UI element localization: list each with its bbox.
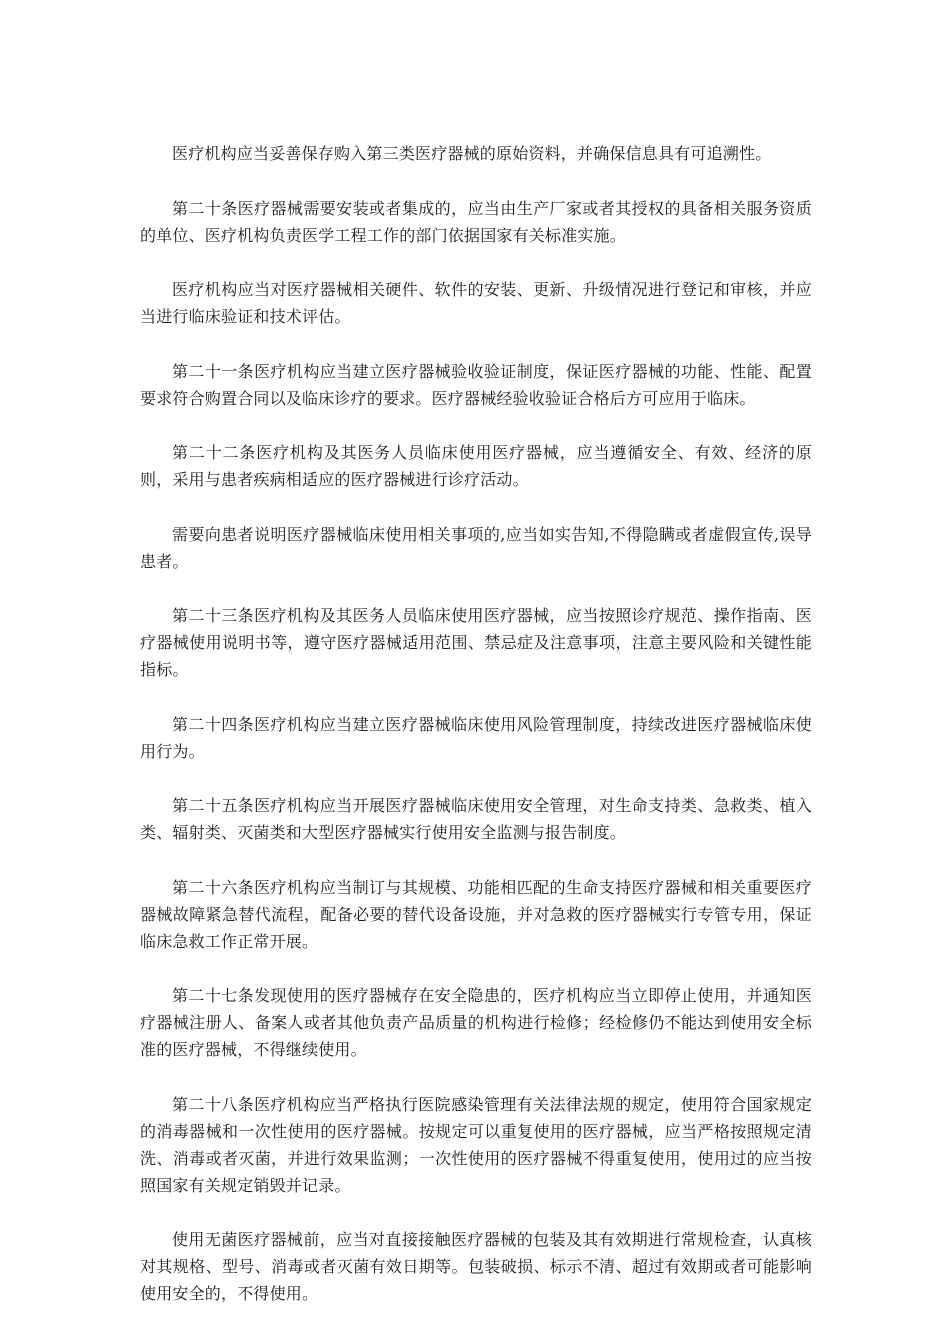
paragraph: 使用无菌医疗器械前，应当对直接接触医疗器械的包装及其有效期进行常规检查，认真核对其规格、型号、消毒或者灭菌有效日期等。包装破损、标示不清、超过有效期或者可能影响使用安全的，不得使用。	[140, 1230, 812, 1303]
paragraph: 医疗机构应当对医疗器械相关硬件、软件的安装、更新、升级情况进行登记和审核，并应当进行临床验证和技术评估。	[140, 280, 812, 326]
paragraph: 第二十三条医疗机构及其医务人员临床使用医疗器械，应当按照诊疗规范、操作指南、医疗器械使用说明书等，遵守医疗器械适用范围、禁忌症及注意事项，注意主要风险和关键性能指标。	[140, 606, 812, 679]
paragraph: 第二十八条医疗机构应当严格执行医院感染管理有关法律法规的规定，使用符合国家规定的消毒器械和一次性使用的医疗器械。按规定可以重复使用的医疗器械，应当严格按照规定清洗、消毒或者灭菌，并进行效果监测；一次性使用的医疗器械不得重复使用，使用过的应当按照国家有关规定销毁并记录。	[140, 1094, 812, 1195]
paragraph: 第二十六条医疗机构应当制订与其规模、功能相匹配的生命支持医疗器械和相关重要医疗器械故障紧急替代流程，配备必要的替代设备设施，并对急救的医疗器械实行专管专用，保证临床急救工作正常开展。	[140, 877, 812, 951]
paragraph: 第二十五条医疗机构应当开展医疗器械临床使用安全管理，对生命支持类、急救类、植入类、辐射类、灭菌类和大型医疗器械实行使用安全监测与报告制度。	[140, 796, 812, 842]
document-body	[140, 140, 812, 1335]
paragraph: 需要向患者说明医疗器械临床使用相关事项的,应当如实告知,不得隐瞒或者虚假宣传,误导患者。	[140, 524, 812, 571]
paragraph: 第二十七条发现使用的医疗器械存在安全隐患的，医疗机构应当立即停止使用，并通知医疗器械注册人、备案人或者其他负责产品质量的机构进行检修；经检修仍不能达到使用安全标准的医疗器械，不得继续使用。	[140, 986, 812, 1059]
paragraph: 第二十四条医疗机构应当建立医疗器械临床使用风险管理制度，持续改进医疗器械临床使用行为。	[140, 714, 812, 761]
paragraph: 第二十条医疗器械需要安装或者集成的，应当由生产厂家或者其授权的具备相关服务资质的单位、医疗机构负责医学工程工作的部门依据国家有关标准实施。	[140, 198, 812, 245]
paragraph: 第二十二条医疗机构及其医务人员临床使用医疗器械，应当遵循安全、有效、经济的原则，采用与患者疾病相适应的医疗器械进行诊疗活动。	[140, 443, 812, 489]
paragraph: 第二十一条医疗机构应当建立医疗器械验收验证制度，保证医疗器械的功能、性能、配置要求符合购置合同以及临床诊疗的要求。医疗器械经验收验证合格后方可应用于临床。	[140, 361, 812, 408]
paragraph: 医疗机构应当妥善保存购入第三类医疗器械的原始资料，并确保信息具有可追溯性。	[172, 144, 772, 163]
